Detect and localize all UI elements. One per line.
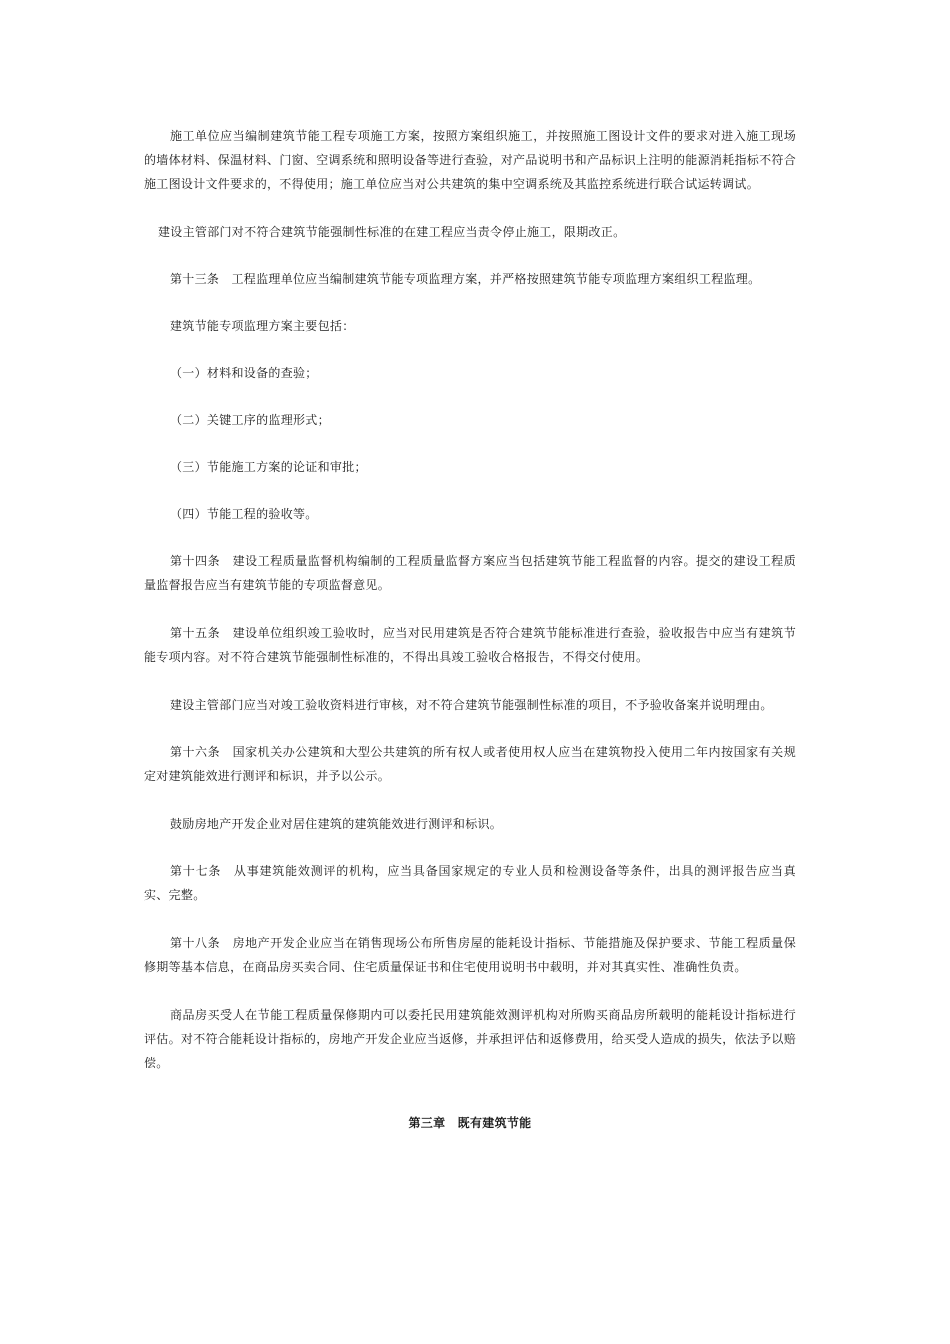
article-15: 第十五条 建设单位组织竣工验收时，应当对民用建筑是否符合建筑节能标准进行查验，验收报告中应当有建筑节能专项内容。对不符合建筑节能强制性标准的，不得出具竣工验收合格报告，不得交付使用。 bbox=[144, 626, 796, 664]
list-item-4: （四）节能工程的验收等。 bbox=[170, 507, 318, 521]
paragraph-construction-unit: 施工单位应当编制建筑节能工程专项施工方案，按照方案组织施工，并按照施工图设计文件的要求对进入施工现场的墙体材料、保温材料、门窗、空调系统和照明设备等进行查验，对产品说明书和产品标识上注明的能源消耗指标不符合施工图设计文件要求的，不得使用；施工单位应当对公共建筑的集中空调系统及其监控系统进行联合试运转调试。 bbox=[144, 129, 796, 191]
paragraph-buyer-evaluation: 商品房买受人在节能工程质量保修期内可以委托民用建筑能效测评机构对所购买商品房所载明的能耗设计指标进行评估。对不符合能耗设计指标的，房地产开发企业应当返修，并承担评估和返修费用，给买受人造成的损失，依法予以赔偿。 bbox=[144, 1008, 796, 1070]
paragraph-supervision-plan-intro: 建筑节能专项监理方案主要包括： bbox=[170, 319, 355, 333]
document-page bbox=[144, 124, 796, 1135]
article-17: 第十七条 从事建筑能效测评的机构，应当具备国家规定的专业人员和检测设备等条件，出具的测评报告应当真实、完整。 bbox=[144, 864, 796, 902]
list-item-3: （三）节能施工方案的论证和审批； bbox=[170, 460, 367, 474]
article-16: 第十六条 国家机关办公建筑和大型公共建筑的所有权人或者使用权人应当在建筑物投入使用二年内按国家有关规定对建筑能效进行测评和标识，并予以公示。 bbox=[144, 745, 796, 783]
paragraph-acceptance-review: 建设主管部门应当对竣工验收资料进行审核，对不符合建筑节能强制性标准的项目，不予验收备案并说明理由。 bbox=[170, 698, 773, 712]
list-item-1: （一）材料和设备的查验； bbox=[170, 366, 318, 380]
article-18: 第十八条 房地产开发企业应当在销售现场公布所售房屋的能耗设计指标、节能措施及保护要求、节能工程质量保修期等基本信息，在商品房买卖合同、住宅质量保证书和住宅使用说明书中载明，并对其真实性、准确性负责。 bbox=[144, 936, 796, 974]
article-13: 第十三条 工程监理单位应当编制建筑节能专项监理方案，并严格按照建筑节能专项监理方案组织工程监理。 bbox=[170, 272, 761, 286]
list-item-2: （二）关键工序的监理形式； bbox=[170, 413, 330, 427]
chapter-heading: 第三章 既有建筑节能 bbox=[408, 1116, 532, 1130]
paragraph-authority-order: 建设主管部门对不符合建筑节能强制性标准的在建工程应当责令停止施工，限期改正。 bbox=[158, 225, 626, 239]
article-14: 第十四条 建设工程质量监督机构编制的工程质量监督方案应当包括建筑节能工程监督的内容。提交的建设工程质量监督报告应当有建筑节能的专项监督意见。 bbox=[144, 554, 796, 592]
paragraph-encourage-developers: 鼓励房地产开发企业对居住建筑的建筑能效进行测评和标识。 bbox=[170, 817, 503, 831]
